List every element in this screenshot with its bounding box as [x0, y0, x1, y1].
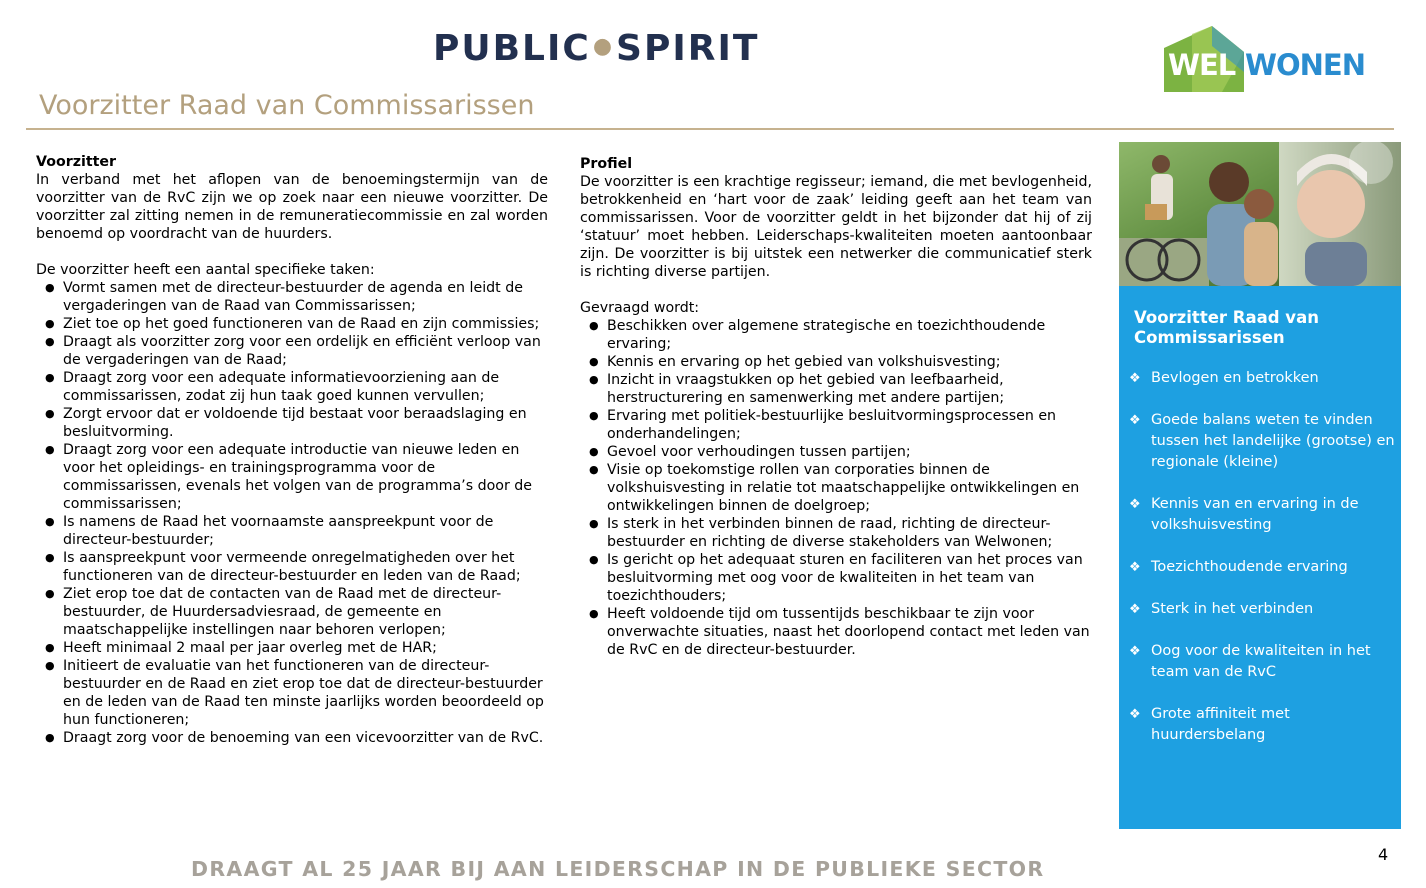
- footer-tagline: DRAAGT AL 25 JAAR BIJ AAN LEIDERSCHAP IN DE PUBLIEKE SECTOR: [191, 857, 1045, 881]
- voorzitter-intro: In verband met het aflopen van de benoemingstermijn van de voorzitter van de RvC zijn we op zoek naar een nieuwe voorzitter. De voorzitter zal zitting nemen in de remuneratiecommissie en zal worden benoemd op voordracht van de huurders.: [36, 172, 548, 242]
- tasks-list: [36, 279, 548, 747]
- sidebar-item: [1129, 410, 1397, 473]
- public-spirit-logo: [433, 28, 759, 69]
- list-item: ● Is namens de Raad het voornaamste aanspreekpunt voor de directeur-bestuurder;: [63, 513, 548, 549]
- brand-left: PUBLIC: [433, 28, 591, 69]
- list-item: ● Gevoel voor verhoudingen tussen partijen;: [607, 443, 1092, 461]
- diamond-bullet-icon: ❖: [1129, 602, 1141, 617]
- list-item: ● Ziet toe op het goed functioneren van de Raad en zijn commissies;: [63, 315, 548, 333]
- diamond-bullet-icon: ❖: [1129, 413, 1141, 428]
- list-item: ● Zorgt ervoor dat er voldoende tijd bestaat voor beraadslaging en besluitvorming.: [63, 405, 548, 441]
- sidebar-item: [1129, 599, 1397, 620]
- list-item: ● Is gericht op het adequaat sturen en faciliteren van het proces van besluitvorming met oog voor de kwaliteiten in het team van toezichthouders;: [607, 551, 1092, 605]
- list-item: ● Draagt zorg voor de benoeming van een vicevoorzitter van de RvC.: [63, 729, 548, 747]
- tasks-intro: De voorzitter heeft een aantal specifieke taken:: [36, 262, 375, 278]
- voorzitter-heading: Voorzitter: [36, 154, 116, 170]
- list-item: ● Heeft voldoende tijd om tussentijds beschikbaar te zijn voor onverwachte situaties, naast het doorlopend contact met leden van de RvC en de directeur-bestuurder.: [607, 605, 1092, 659]
- welwonen-logo: [1162, 26, 1365, 100]
- list-item: ● Draagt zorg voor een adequate informatievoorziening aan de commissarissen, zodat zij hun taak goed kunnen vervullen;: [63, 369, 548, 405]
- diamond-bullet-icon: ❖: [1129, 707, 1141, 722]
- brand-right: SPIRIT: [616, 28, 760, 69]
- people-photo-illustration: [1119, 142, 1401, 286]
- list-item: ● Is aanspreekpunt voor vermeende onregelmatigheden over het functioneren van de directeur-bestuurder en leden van de Raad;: [63, 549, 548, 585]
- profiel-intro: De voorzitter is een krachtige regisseur; iemand, die met bevlogenheid, betrokkenheid en ‘hart voor de zaak’ leiding geeft aan het team van commissarissen. Voor de voorzitter geldt in het bijzonder dat hij of zij ‘statuur’ moet hebben. Leiderschaps-kwaliteiten moeten aantoonbaar zijn. De voorzitter is bij uitstek een netwerker die communicatief sterk is richting diverse partijen.: [580, 174, 1092, 280]
- list-item: ● Initieert de evaluatie van het functioneren van de directeur-bestuurder en de Raad en ziet erop toe dat de directeur-bestuurder en de leden van de Raad ten minste jaarlijks worden beoordeeld op hun functioneren;: [63, 657, 548, 729]
- list-item: ● Inzicht in vraagstukken op het gebied van leefbaarheid, herstructurering en samenwerking met andere partijen;: [607, 371, 1092, 407]
- voorzitter-column: [36, 153, 548, 747]
- sidebar-list: [1129, 368, 1397, 767]
- requirements-intro: Gevraagd wordt:: [580, 300, 700, 316]
- sidebar-item-text: Toezichthoudende ervaring: [1151, 559, 1348, 575]
- sidebar-item: [1129, 641, 1397, 683]
- sidebar-item-text: Bevlogen en betrokken: [1151, 370, 1319, 386]
- list-item: ● Ervaring met politiek-bestuurlijke besluitvormingsprocessen en onderhandelingen;: [607, 407, 1092, 443]
- diamond-bullet-icon: ❖: [1129, 644, 1141, 659]
- list-item: ● Is sterk in het verbinden binnen de raad, richting de directeur-bestuurder en richting de diverse stakeholders van Welwonen;: [607, 515, 1092, 551]
- header-photo: [1119, 142, 1401, 286]
- summary-sidebar: [1119, 142, 1401, 829]
- list-item: ● Draagt als voorzitter zorg voor een ordelijk en efficiënt verloop van de vergaderingen van de Raad;: [63, 333, 548, 369]
- requirements-list: [580, 317, 1092, 659]
- title-divider: [26, 128, 1394, 130]
- sidebar-item: [1129, 704, 1397, 746]
- sidebar-item: [1129, 494, 1397, 536]
- page-number: 4: [1378, 845, 1389, 864]
- sidebar-heading: Voorzitter Raad van Commissarissen: [1134, 308, 1319, 347]
- logo-wel-text: WEL: [1168, 48, 1236, 82]
- diamond-bullet-icon: ❖: [1129, 497, 1141, 512]
- sidebar-item-text: Goede balans weten te vinden tussen het landelijke (grootse) en regionale (kleine): [1151, 412, 1395, 470]
- logo-wonen-text: WONEN: [1245, 48, 1365, 82]
- list-item: ● Visie op toekomstige rollen van corporaties binnen de volkshuisvesting in relatie tot maatschappelijke ontwikkelingen en ontwikkelingen binnen de doelgroep;: [607, 461, 1092, 515]
- list-item: ● Draagt zorg voor een adequate introductie van nieuwe leden en voor het opleidings- en trainingsprogramma voor de commissarissen, evenals het volgen van de programma’s door de commissarissen;: [63, 441, 548, 513]
- sidebar-item-text: Kennis van en ervaring in de volkshuisvesting: [1151, 496, 1359, 533]
- list-item: ● Ziet erop toe dat de contacten van de Raad met de directeur-bestuurder, de Huurdersadviesraad, de gemeente en maatschappelijke instellingen naar behoren verlopen;: [63, 585, 548, 639]
- list-item: ● Kennis en ervaring op het gebied van volkshuisvesting;: [607, 353, 1092, 371]
- page-title: Voorzitter Raad van Commissarissen: [39, 90, 535, 121]
- brand-dot: ●: [592, 34, 615, 59]
- sidebar-item-text: Grote affiniteit met huurdersbelang: [1151, 706, 1290, 743]
- profiel-column: [580, 155, 1092, 659]
- sidebar-item-text: Oog voor de kwaliteiten in het team van de RvC: [1151, 643, 1371, 680]
- sidebar-item: [1129, 557, 1397, 578]
- list-item: ● Beschikken over algemene strategische en toezichthoudende ervaring;: [607, 317, 1092, 353]
- list-item: ● Vormt samen met de directeur-bestuurder de agenda en leidt de vergaderingen van de Raad van Commissarissen;: [63, 279, 548, 315]
- diamond-bullet-icon: ❖: [1129, 560, 1141, 575]
- diamond-bullet-icon: ❖: [1129, 371, 1141, 386]
- list-item: ● Heeft minimaal 2 maal per jaar overleg met de HAR;: [63, 639, 548, 657]
- sidebar-item: [1129, 368, 1397, 389]
- sidebar-item-text: Sterk in het verbinden: [1151, 601, 1314, 617]
- profiel-heading: Profiel: [580, 156, 633, 172]
